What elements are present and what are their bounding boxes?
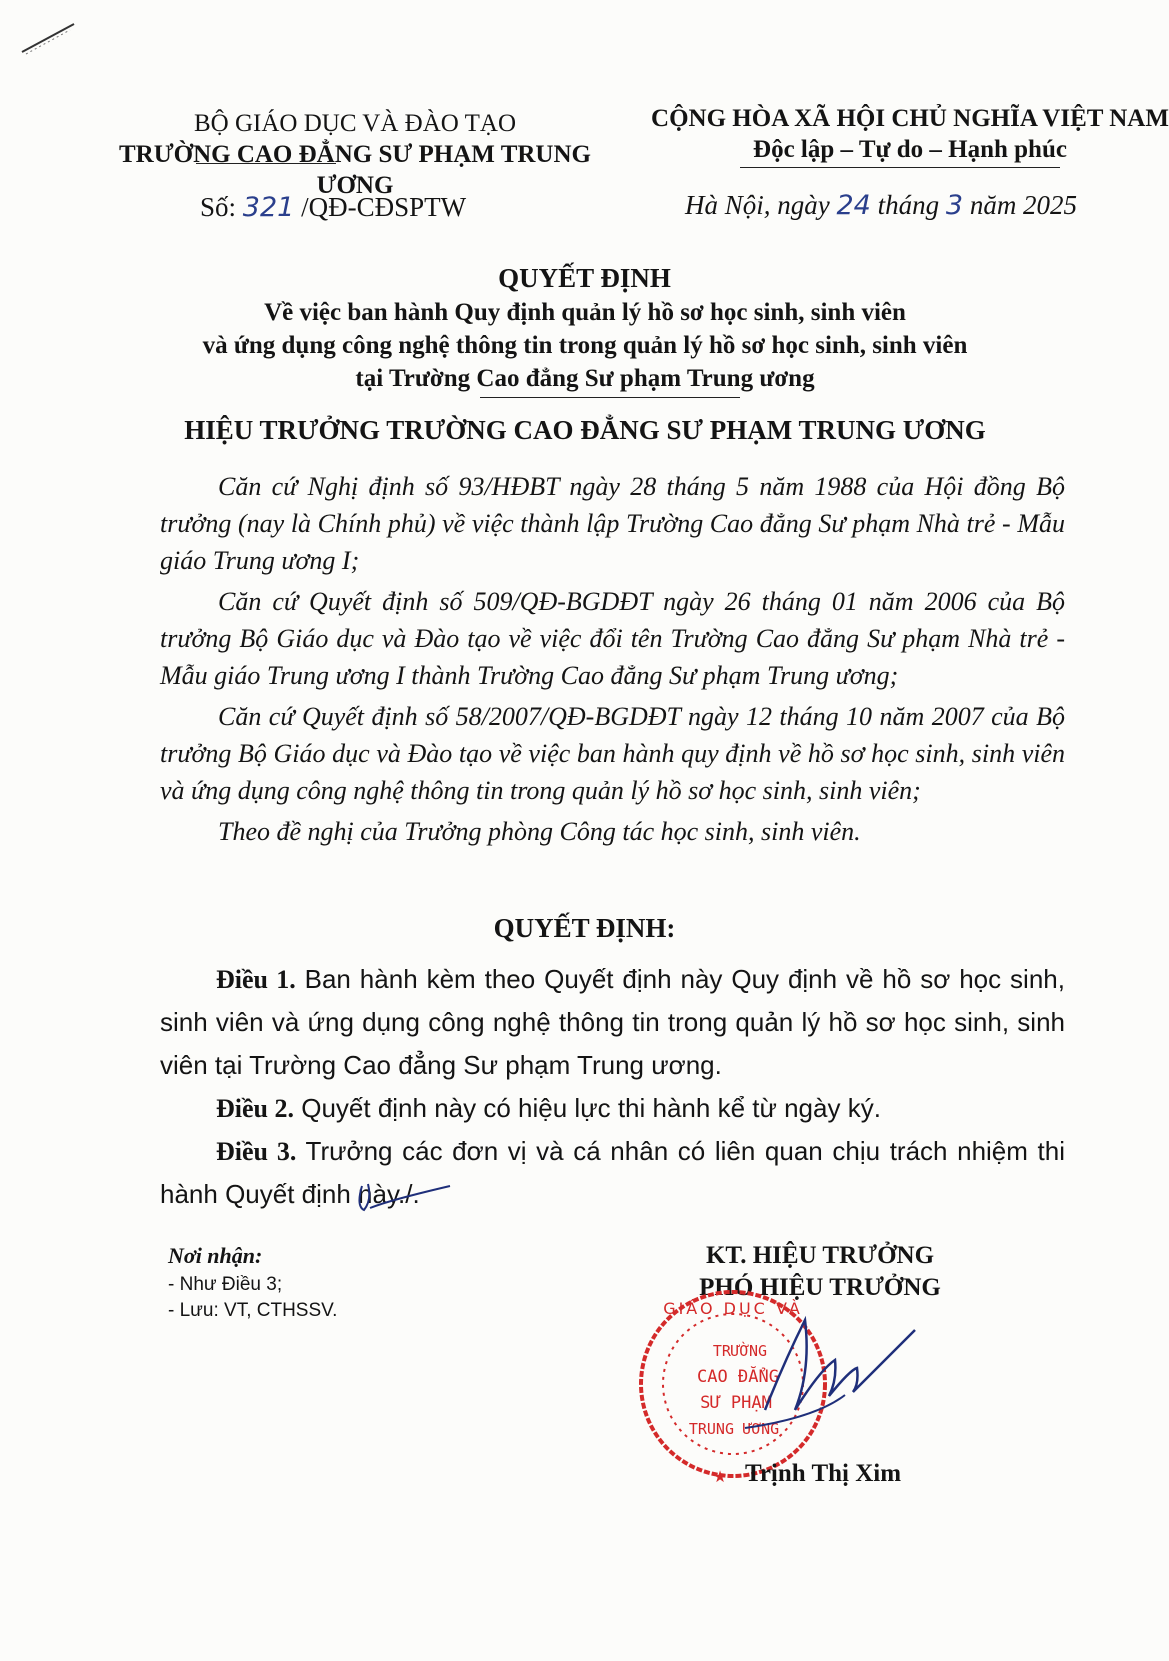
basis-2: Căn cứ Quyết định số 509/QĐ-BGDĐT ngày 26 tháng 01 năm 2006 của Bộ trưởng Bộ Giáo dục và Đào tạo về việc đổi tên Trường Cao đẳng Sư phạm Nhà trẻ - Mẫu giáo Trung ương I thành Trường Cao đẳng Sư phạm Trung ương; bbox=[160, 587, 1065, 690]
recipient-item: - Lưu: VT, CTHSSV. bbox=[168, 1300, 338, 1321]
national-title-block bbox=[650, 103, 1169, 165]
article-2-label: Điều 2. bbox=[216, 1094, 294, 1123]
article-1-text: Ban hành kèm theo Quyết định này Quy định về hồ sơ học sinh, sinh viên và ứng dụng công nghệ thông tin trong quản lý hồ sơ học sinh, sinh viên tại Trường Cao đẳng Sư phạm Trung ương. bbox=[160, 964, 1065, 1080]
date-place: Hà Nội, ngày bbox=[685, 190, 830, 220]
corner-pen-mark bbox=[18, 20, 78, 60]
country-name: CỘNG HÒA XÃ HỘI CHỦ NGHĨA VIỆT NAM bbox=[651, 105, 1169, 132]
recipient-item: - Như Điều 3; bbox=[168, 1274, 283, 1295]
basis-4: Theo đề nghị của Trưởng phòng Công tác học sinh, sinh viên. bbox=[218, 817, 861, 846]
seal-line-4: TRUNG ƯƠNG bbox=[688, 1420, 780, 1438]
handwritten-signature bbox=[725, 1300, 925, 1450]
initials-mark bbox=[350, 1178, 460, 1218]
article-3-text: Trưởng các đơn vị và cá nhân có liên quan chịu trách nhiệm thi hành Quyết định này./. bbox=[160, 1136, 1065, 1209]
article-3 bbox=[160, 1130, 1065, 1216]
recipients-title: Nơi nhận: bbox=[168, 1243, 263, 1268]
signature-line-2: PHÓ HIỆU TRƯỞNG bbox=[699, 1274, 941, 1301]
ministry-name: BỘ GIÁO DỤC VÀ ĐÀO TẠO bbox=[194, 110, 516, 137]
basis-3: Căn cứ Quyết định số 58/2007/QĐ-BGDĐT ngày 12 tháng 10 năm 2007 của Bộ trưởng Bộ Giáo dục và Đào tạo về việc ban hành quy định về hồ sơ học sinh, sinh viên và ứng dụng công nghệ thông tin trong quản lý hồ sơ học sinh, sinh viên; bbox=[160, 702, 1065, 805]
subject-underline bbox=[480, 397, 740, 398]
date-month-label: tháng bbox=[877, 190, 940, 220]
articles bbox=[160, 958, 1065, 1216]
issuer-underline bbox=[196, 163, 336, 164]
school-name: TRƯỜNG CAO ĐẲNG SƯ PHẠM TRUNG ƯƠNG bbox=[119, 141, 591, 199]
number-label: Số: bbox=[200, 192, 237, 222]
article-2 bbox=[160, 1087, 1065, 1130]
seal-line-3: SƯ PHẠM bbox=[700, 1393, 772, 1413]
signer-name: Trịnh Thị Xim bbox=[745, 1460, 902, 1487]
decision-title: QUYẾT ĐỊNH bbox=[498, 263, 671, 293]
article-2-text: Quyết định này có hiệu lực thi hành kể từ ngày ký. bbox=[301, 1093, 881, 1123]
decides-heading: QUYẾT ĐỊNH: bbox=[493, 913, 676, 943]
date-year: năm 2025 bbox=[969, 190, 1078, 220]
seal-line-2: CAO ĐẲNG bbox=[697, 1367, 779, 1387]
article-1 bbox=[160, 958, 1065, 1087]
decision-subject bbox=[160, 296, 1010, 395]
basis-1: Căn cứ Nghị định số 93/HĐBT ngày 28 tháng 5 năm 1988 của Hội đồng Bộ trưởng (nay là Chính phủ) về việc thành lập Trường Cao đẳng Sư phạm Nhà trẻ - Mẫu giáo Trung ương I; bbox=[160, 472, 1065, 575]
recipients-list bbox=[168, 1272, 337, 1324]
national-motto: Độc lập – Tự do – Hạnh phúc bbox=[753, 136, 1067, 163]
article-1-label: Điều 1. bbox=[216, 965, 296, 994]
seal-line-1: TRƯỜNG bbox=[712, 1342, 768, 1360]
seal-star-icon: ★ bbox=[712, 1469, 728, 1486]
subject-line-3: tại Trường Cao đẳng Sư phạm Trung ương bbox=[355, 365, 815, 392]
seal-ring-text: GIÁO DỤC VÀ bbox=[663, 1299, 803, 1318]
document-number bbox=[200, 192, 466, 223]
number-value: 321 bbox=[242, 192, 295, 223]
motto-underline bbox=[740, 167, 1060, 168]
legal-bases bbox=[160, 468, 1065, 850]
article-3-label: Điều 3. bbox=[216, 1137, 297, 1166]
subject-line-1: Về việc ban hành Quy định quản lý hồ sơ học sinh, sinh viên bbox=[264, 299, 906, 326]
date-day: 24 bbox=[836, 190, 871, 221]
issuing-authority: HIỆU TRƯỞNG TRƯỜNG CAO ĐẲNG SƯ PHẠM TRUNG ƯƠNG bbox=[184, 415, 986, 445]
number-suffix: /QĐ-CĐSPTW bbox=[301, 192, 467, 222]
date-month: 3 bbox=[945, 190, 964, 221]
issuer-block bbox=[80, 108, 630, 201]
subject-line-2: và ứng dụng công nghệ thông tin trong quản lý hồ sơ học sinh, sinh viên bbox=[202, 332, 968, 359]
issue-date bbox=[685, 190, 1077, 221]
signature-line-1: KT. HIỆU TRƯỞNG bbox=[705, 1242, 935, 1269]
